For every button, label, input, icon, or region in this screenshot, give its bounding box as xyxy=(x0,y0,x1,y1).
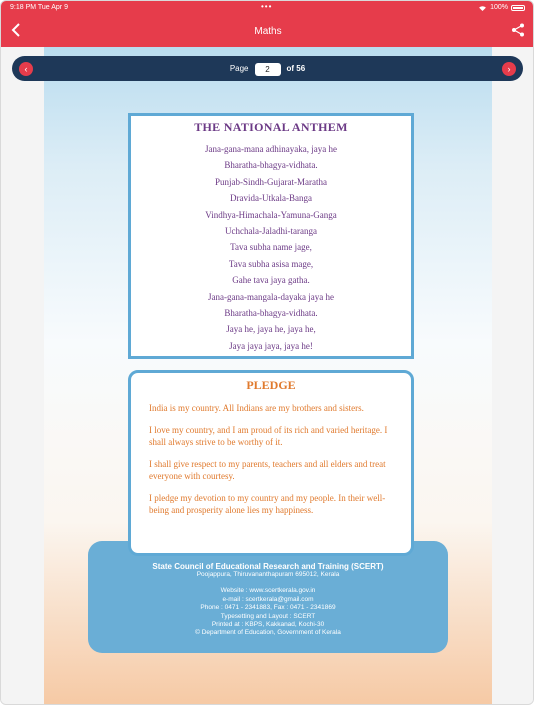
pledge-paragraph: India is my country. All Indians are my brothers and sisters. xyxy=(149,403,364,413)
scert-name: State Council of Educational Research and Training (SCERT) xyxy=(152,562,384,571)
previous-page-button[interactable]: ‹ xyxy=(19,62,33,76)
document-page xyxy=(44,47,492,705)
anthem-line: Uchchala-Jaladhi-taranga xyxy=(225,225,317,236)
anthem-line: Jana-gana-mangala-dayaka jaya he xyxy=(208,291,334,302)
anthem-line: Dravida-Utkala-Banga xyxy=(230,193,312,204)
page-total: of 56 xyxy=(286,64,306,73)
pledge-title: PLEDGE xyxy=(246,378,296,392)
scert-address: Poojappura, Thiruvananthapuram 695012, Kerala xyxy=(196,571,340,578)
national-anthem-box xyxy=(128,113,414,359)
battery-status xyxy=(478,4,525,11)
multitask-dots[interactable]: ••• xyxy=(261,2,273,11)
page-label: Page xyxy=(229,64,249,73)
pledge-paragraph: I shall give respect to my parents, teachers and all elders and treat everyone with courtesy. xyxy=(149,459,386,481)
app-header xyxy=(1,1,534,47)
battery-percent: 100% xyxy=(490,4,508,11)
anthem-title: THE NATIONAL ANTHEM xyxy=(194,120,348,134)
scert-phone: Phone : 0471 - 2341883, Fax : 0471 - 2341869 xyxy=(200,604,336,612)
anthem-line: Gahe tava jaya gatha. xyxy=(232,275,310,286)
document-viewer[interactable] xyxy=(1,47,534,705)
status-time: 9:18 PM Tue Apr 9 xyxy=(10,4,68,11)
status-bar xyxy=(1,1,534,15)
pledge-paragraph: I love my country, and I am proud of its rich and varied heritage. I shall always strive to be worthy of it. xyxy=(149,425,388,447)
page-title: Maths xyxy=(254,26,282,37)
anthem-line: Vindhya-Himachala-Yamuna-Ganga xyxy=(205,209,337,220)
scert-info-box xyxy=(88,541,448,653)
battery-icon xyxy=(511,5,525,11)
anthem-line: Jana-gana-mana adhinayaka, jaya he xyxy=(205,144,337,154)
anthem-line: Bharatha-bhagya-vidhata. xyxy=(224,307,318,318)
pledge-box xyxy=(128,370,414,556)
page-navigator xyxy=(12,56,523,81)
anthem-line: Jaya jaya jaya, jaya he! xyxy=(229,340,313,351)
share-icon[interactable] xyxy=(511,23,525,37)
anthem-line: Tava subha asisa mage, xyxy=(228,258,314,269)
anthem-line: Tava subha name jage, xyxy=(230,242,312,253)
wifi-icon xyxy=(478,5,487,11)
anthem-line: Punjab-Sindh-Gujarat-Maratha xyxy=(215,176,327,187)
scert-printed: Printed at : KBPS, Kakkanad, Kochi-30 xyxy=(211,621,325,629)
pledge-paragraph: I pledge my devotion to my country and my people. In their well-being and prosperity alone lies my happiness. xyxy=(149,493,386,515)
page-indicator xyxy=(12,62,523,76)
scert-copyright: © Department of Education, Government of Kerala xyxy=(195,629,341,637)
next-page-button[interactable]: › xyxy=(502,62,516,76)
page-number-input[interactable]: 2 xyxy=(255,63,281,76)
anthem-line: Jaya he, jaya he, jaya he, xyxy=(226,324,316,335)
scert-email: e-mail : scertkerala@gmail.com xyxy=(222,595,314,603)
scert-website: Website : www.scertkerala.gov.in xyxy=(220,587,316,595)
scert-typesetting: Typesetting and Layout : SCERT xyxy=(220,612,316,620)
anthem-line: Bharatha-bhagya-vidhata. xyxy=(224,160,318,171)
